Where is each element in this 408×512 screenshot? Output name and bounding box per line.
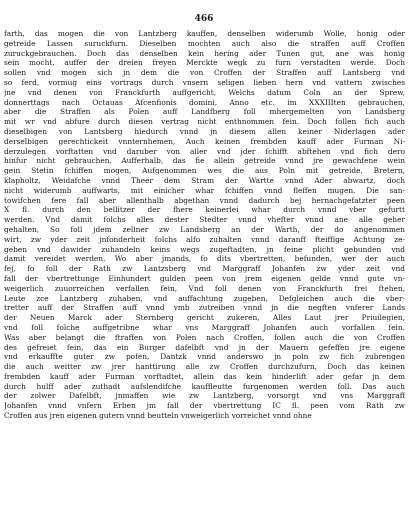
text-line: dieselbigen von Lantsberg hiedurch vnnd jn diesem allen keiner Niderlagen ader	[4, 126, 405, 136]
text-line: der Neuen Marck ader Sternberg gericht zukeren, Alles Laut jrer Priuilegien,	[4, 313, 405, 323]
text-line: jne vnd denen von Franckfurth auffgericht, Welchs datum Coln an der Sprew,	[4, 87, 405, 97]
text-line: tretter auff der Straffen auff vnnd vmb zutreiben vnnd jn die negften vnferer Lands	[4, 303, 405, 313]
text-line: derzulegen vorftatten vnd daruber von aller vnd jder fchifft abftehen vnd fich dero	[4, 146, 405, 156]
text-line: klapholtz, Weidafche vnnd Theer dem Stram der Wartte vnnd Ader abwartz, doch	[4, 175, 405, 185]
text-line: vnd erkauffte guter zw pofen, Dantzk vnnd anderswo jn poln zw fich zubrengen	[4, 352, 405, 362]
text-line: vnd foll folche auffgetribne whar vns Marggraff Johanfen auch vorfallen fein.	[4, 322, 405, 332]
text-line: frembden kauff ader Furman vorftadtet, allein das kein hinderlift ader gefar jn dem	[4, 371, 405, 381]
text-line: sollen vnd mogen sich jn dem die von Croffen der Straffen auff Lantsberg vnd	[4, 68, 405, 78]
text-line: damit vereidet werden. Wo aber jmands, fo dits vbertretten, befunden, wer der auch	[4, 254, 405, 264]
text-line: aber die Straffen als Polen auff Landfberg foll mhergemelten von Landsberg	[4, 107, 405, 117]
text-line: Was aber belangt die ftraffen von Polen nach Croffen, follen auch die von Croffen	[4, 332, 405, 342]
text-line: towifchen fere fall aber allenthalb abgethan vnnd dadurch bej hernachgefatzter peen	[4, 195, 405, 205]
text-line: des gefreiet fein, das ein Burger dafelbft vnd jn der Mauern gefeffen jre eigene	[4, 342, 405, 352]
text-line: sein mocht, auffer der dreien freyen Merckte wegk zu furn verstadten werde. Doch	[4, 58, 405, 68]
text-line: derselbigen gerechtickeit vnnternhemen, Auch keinen frembden kauff ader Furman Ni-	[4, 136, 405, 146]
text-line: Croffen aus jren eigenen gutern vnnd beutteln vnweigerlich vorreichet vnnd ohne	[4, 411, 312, 421]
text-line: wirt, zw yder zeit jnfonderheit folchs alfo zuhalten vnnd daranff fteiffige Achtung ze-	[4, 234, 405, 244]
text-line: mit wr vnd abfure durch diesen vertrag nicht enthnommen fein. Doch follen fich auch	[4, 117, 405, 127]
text-line: Johanfen vnnd vnfern Erben jm fall der vbertrettung IC fl. peen vom Rath zw	[4, 401, 405, 411]
text-line: getreide Lassen suruckfurn. Dieselben mochten auch also die straffen auff Croffen	[4, 38, 405, 48]
text-line: so ferd, vormug eins vortrags durch vnsern seligen lieben hern vnd vattern zwisches	[4, 77, 405, 87]
text-line: zuruckgebrauchen. Doch das denselben kein hering ader Tunen gut, ane was honig	[4, 48, 405, 58]
text-line: fall der vbertrettunge Einhundert gulden peen von jrem eigenen gelde vnnd gute vn-	[4, 273, 405, 283]
text-line: weigerlich zuuorreichen verfallen fein, Vnd foll denen von Franckfurth frei ftehen,	[4, 283, 405, 293]
text-line: nicht widerumb auffwarts, mit einicher whar fchiffen vnnd fleffen mugen. Die san-	[4, 185, 405, 195]
text-line: der zolwer Dafelbft, jnmaffen wie zw Lantzberg, vorsorgt vnd vns Marggraff	[4, 391, 405, 401]
text-line: farth, das mogen die von Lantzberg kauffen, denselben widerumb Wolle, honig oder	[4, 29, 405, 38]
text-line: die auch weitter zw jrer hanttirung alle zw Croffen durchzufurn, Doch das keinen	[4, 362, 405, 372]
text-line: durch hulff ader zuthadt aufslendifche kauffleutte furgenomen werden foll. Das auch	[4, 381, 405, 391]
text-line: geben vnd dawider zuhandeln keins wegs zugeftadten, jn feine plicht gebunden vnd	[4, 244, 405, 254]
text-line: X fl. durch den bellitzer der fhere keinerlei whar durch vnnd vber gefurtt	[4, 205, 405, 215]
text-line: gehalten, So foll jdem zellner zw Landsberg an der Warth, der do angenommen	[4, 224, 405, 234]
text-line: donnerttags nach Octauas Afcenfionis domini, Anno etc. im XXXIIIten gebrauchen,	[4, 97, 405, 107]
text-line: fej, fo foll der Rath zw Lantzsberg vnd Marggraff Johanfen zw yder zeit vnd	[4, 264, 405, 274]
text-line: gein Stetin fchiffen mogen, Aufgenommen wes die aus Poln mit getreide, Bretern,	[4, 166, 405, 176]
page-number: 466	[194, 14, 214, 24]
text-line: hinfur nicht gebrauchen, Aufferhalb, das fie allein getreide vnnd jre gewachfene wein	[4, 156, 405, 166]
body-text	[4, 29, 405, 421]
text-line: werden. Vnd damit folchs alles dester Stedter vnnd vhefter vnnd ane alle geher	[4, 215, 405, 225]
text-line: Leute zce Lantzberg zuhaben, vnd auffachtung zugeben, Defgleichen auch die vber-	[4, 293, 405, 303]
